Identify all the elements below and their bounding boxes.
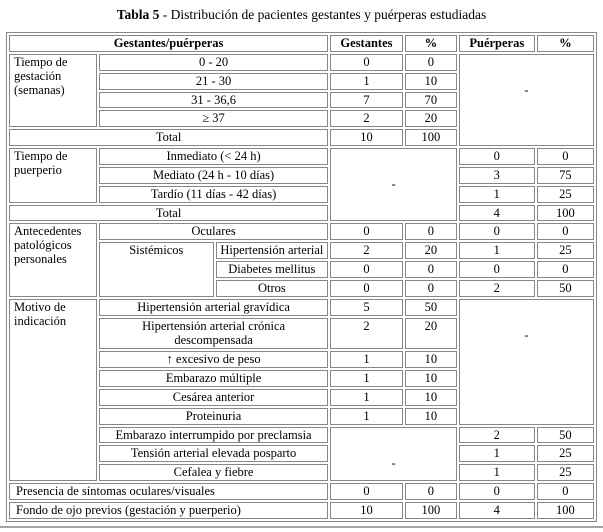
value-cell: 0 [537, 223, 594, 240]
table-row [9, 299, 594, 316]
table-number: Tabla 5 [116, 7, 160, 22]
table-title [0, 0, 603, 23]
value-cell: 0 [405, 280, 457, 297]
puerperas-dash-cell: - [459, 299, 594, 425]
value-cell: 1 [330, 370, 403, 387]
table-row [9, 502, 594, 519]
subcategory-sistemicos: Sistémicos [99, 242, 214, 297]
row-label: Tensión arterial elevada posparto [99, 445, 328, 462]
total-row [9, 205, 594, 222]
value-cell: 2 [330, 242, 403, 259]
value-cell: 25 [537, 242, 594, 259]
value-cell: 0 [537, 148, 594, 165]
value-cell: 1 [330, 73, 403, 90]
value-cell: 5 [330, 299, 403, 316]
value-cell: 0 [459, 223, 535, 240]
header-pct-puerperas: % [537, 35, 594, 52]
row-label: Hipertensión arterial gravídica [99, 299, 328, 316]
value-cell: 3 [459, 167, 535, 184]
row-label: Embarazo múltiple [99, 370, 328, 387]
value-cell: 4 [459, 502, 535, 519]
header-row [9, 35, 594, 52]
puerperas-dash-cell: - [459, 54, 594, 146]
value-cell: 1 [459, 186, 535, 203]
row-label: Embarazo interrumpido por preclamsia [99, 427, 328, 444]
row-label: ↑ excesivo de peso [99, 351, 328, 368]
value-cell: 25 [537, 445, 594, 462]
row-label: Mediato (24 h - 10 días) [99, 167, 328, 184]
value-cell: 0 [405, 54, 457, 71]
value-cell: 1 [330, 351, 403, 368]
value-cell: 0 [330, 223, 403, 240]
value-cell: 2 [330, 110, 403, 127]
value-cell: 0 [537, 483, 594, 500]
value-cell: 0 [330, 483, 403, 500]
value-cell: 0 [405, 261, 457, 278]
value-cell: 20 [405, 110, 457, 127]
value-cell: 50 [537, 427, 594, 444]
value-cell: 0 [459, 483, 535, 500]
table-row [9, 483, 594, 500]
value-cell: 100 [405, 129, 457, 146]
total-label: Total [9, 129, 328, 146]
data-table [6, 32, 597, 522]
value-cell: 100 [537, 205, 594, 222]
value-cell: 1 [459, 445, 535, 462]
gestantes-dash-cell: - [330, 427, 457, 482]
page-divider [0, 526, 603, 528]
value-cell: 0 [405, 483, 457, 500]
total-label: Total [9, 205, 328, 222]
value-cell: 1 [459, 464, 535, 481]
value-cell: 10 [405, 370, 457, 387]
value-cell: 50 [405, 299, 457, 316]
value-cell: 50 [537, 280, 594, 297]
header-gestantes: Gestantes [330, 35, 403, 52]
gestantes-dash-cell: - [330, 148, 457, 221]
value-cell: 4 [459, 205, 535, 222]
value-cell: 0 [405, 223, 457, 240]
row-label: Tardío (11 días - 42 días) [99, 186, 328, 203]
value-cell: 100 [537, 502, 594, 519]
category-motivo: Motivo de indicación [9, 299, 97, 481]
row-label: Otros [216, 280, 329, 297]
value-cell: 0 [330, 261, 403, 278]
value-cell: 25 [537, 464, 594, 481]
row-label: Fondo de ojo previos (gestación y puerperio) [9, 502, 328, 519]
table-caption: - Distribución de pacientes gestantes y puérperas estudiadas [159, 7, 487, 22]
value-cell: 1 [330, 389, 403, 406]
category-gestacion: Tiempo de gestación (semanas) [9, 54, 97, 127]
value-cell: 10 [405, 408, 457, 425]
row-label: 0 - 20 [99, 54, 328, 71]
row-label: Oculares [99, 223, 328, 240]
category-antecedentes: Antecedentes patológicos personales [9, 223, 97, 296]
value-cell: 10 [330, 129, 403, 146]
value-cell: 70 [405, 92, 457, 109]
value-cell: 25 [537, 186, 594, 203]
value-cell: 0 [330, 54, 403, 71]
value-cell: 0 [537, 261, 594, 278]
value-cell: 2 [459, 280, 535, 297]
value-cell: 10 [405, 389, 457, 406]
value-cell: 0 [330, 280, 403, 297]
value-cell: 20 [405, 242, 457, 259]
value-cell: 10 [405, 73, 457, 90]
category-puerperio: Tiempo de puerperio [9, 148, 97, 203]
row-label: Cesárea anterior [99, 389, 328, 406]
table-row [9, 223, 594, 240]
value-cell: 0 [459, 261, 535, 278]
row-label: Proteinuria [99, 408, 328, 425]
row-label: Hipertensión arterial crónica descompensada [99, 318, 328, 350]
value-cell: 7 [330, 92, 403, 109]
row-label: 31 - 36,6 [99, 92, 328, 109]
row-label: Cefalea y fiebre [99, 464, 328, 481]
table-row [9, 148, 594, 165]
value-cell: 0 [459, 148, 535, 165]
header-group: Gestantes/puérperas [9, 35, 328, 52]
row-label: Presencia de síntomas oculares/visuales [9, 483, 328, 500]
table-row [9, 54, 594, 71]
row-label: 21 - 30 [99, 73, 328, 90]
value-cell: 2 [330, 318, 403, 350]
value-cell: 1 [459, 242, 535, 259]
value-cell: 2 [459, 427, 535, 444]
row-label: Hipertensión arterial [216, 242, 329, 259]
header-pct-gestantes: % [405, 35, 457, 52]
value-cell: 1 [330, 408, 403, 425]
value-cell: 10 [405, 351, 457, 368]
row-label: Inmediato (< 24 h) [99, 148, 328, 165]
row-label: Diabetes mellitus [216, 261, 329, 278]
value-cell: 10 [330, 502, 403, 519]
row-label: ≥ 37 [99, 110, 328, 127]
value-cell: 100 [405, 502, 457, 519]
value-cell: 20 [405, 318, 457, 350]
header-puerperas: Puérperas [459, 35, 535, 52]
value-cell: 75 [537, 167, 594, 184]
